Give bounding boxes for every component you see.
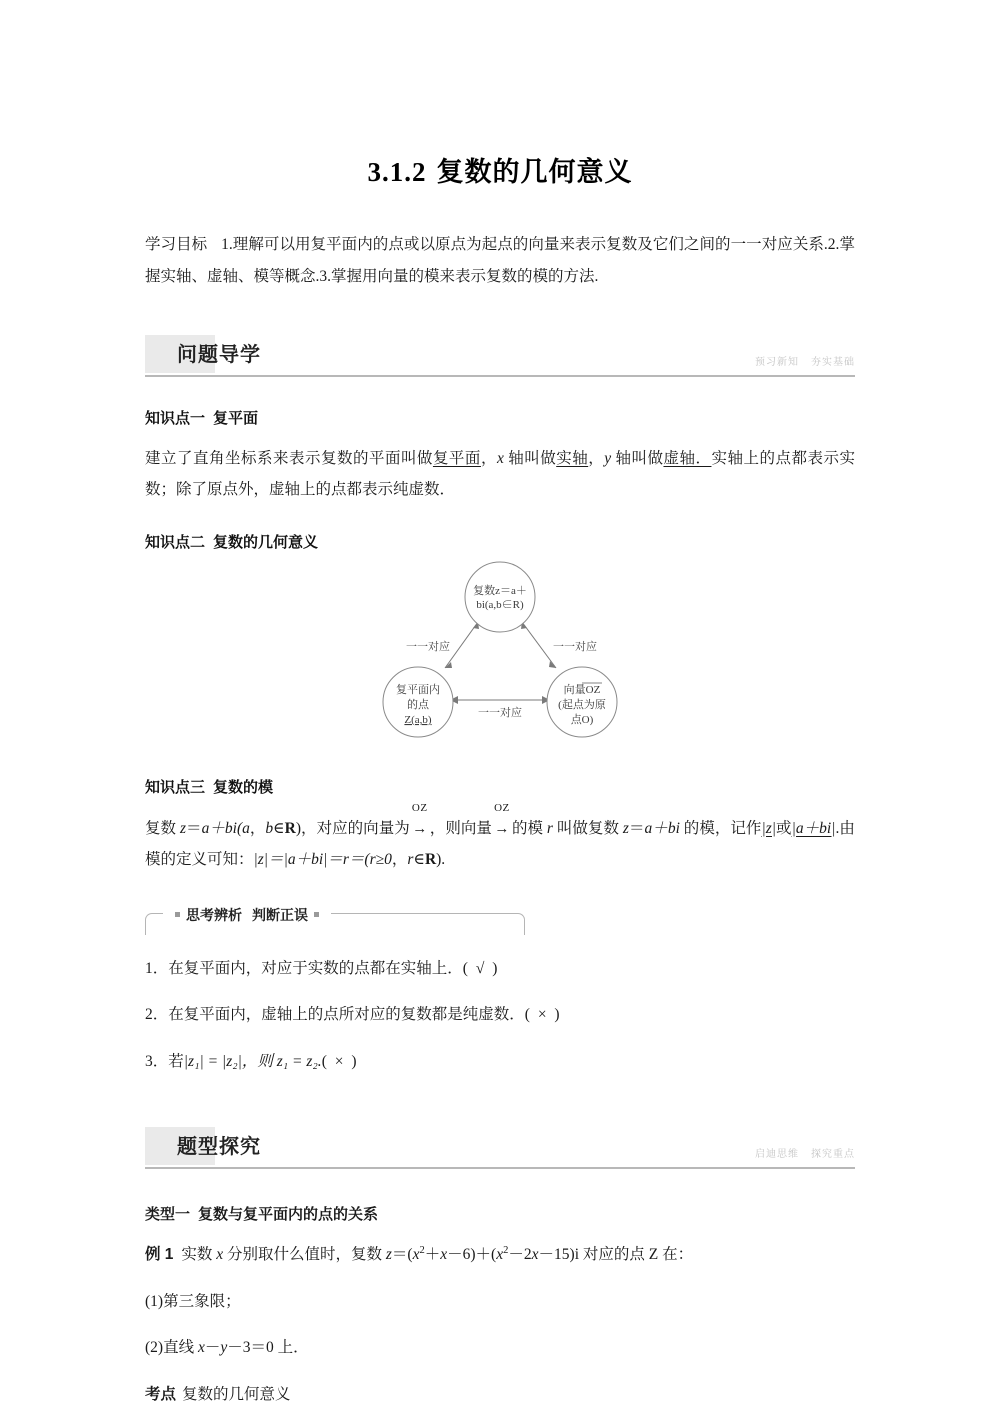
knowledge-point-2-name: 复数的几何意义 <box>213 534 319 552</box>
knowledge-point-1-body <box>145 443 855 505</box>
page-title-text: 复数的几何意义 <box>436 157 633 187</box>
exam-point-text: 复数的几何意义 <box>182 1385 291 1403</box>
mod-b1: b <box>265 819 274 837</box>
sub2-t3: －3＝0 上． <box>227 1339 309 1357</box>
mod-t8: 叫做复数 <box>552 819 623 837</box>
section-banner-title: 问题导学 <box>177 343 261 366</box>
mod-R2: R <box>424 850 437 868</box>
vector-oz-1-label: OZ <box>411 801 428 814</box>
knowledge-point-1-name: 复平面 <box>213 409 259 427</box>
sub2-var-y: y <box>220 1339 228 1357</box>
ex-t3: ＝( <box>391 1246 413 1264</box>
vector-oz-2-label: OZ <box>494 801 510 814</box>
mod-z2: z <box>622 819 629 837</box>
thinking-discrimination-box <box>145 905 855 935</box>
mod-t3: ， <box>249 819 266 837</box>
judge-item <box>145 1050 855 1075</box>
ex-sup-1: 2 <box>419 1245 425 1257</box>
kp1-term-shizhou: 实轴 <box>556 450 589 468</box>
kp1-text-f: 实轴上的点都表示实数；除了原点外，虚轴上的点都表示纯虚数． <box>145 450 855 499</box>
section-banner-subtitle <box>755 353 855 368</box>
mod-R1: R <box>284 819 296 837</box>
ex-var-x: x <box>216 1246 224 1264</box>
judge-item-3-text: 若 <box>168 1053 184 1071</box>
ex-t2: 分别取什么值时，复数 <box>223 1246 386 1264</box>
diagram-edge-label-bottom: 一一对应 <box>478 707 522 720</box>
correspondence-diagram-wrap <box>145 560 855 750</box>
mod-t14: ∈ <box>413 850 425 868</box>
vector-oz-1 <box>410 801 430 844</box>
diagram-node-top-line2: bi(a,b∈R) <box>476 599 524 612</box>
learning-objectives-label: 学习目标 <box>145 236 208 253</box>
diagram-edge-label-right: 一一对应 <box>553 641 597 654</box>
ex-t5: －6)＋( <box>447 1246 497 1264</box>
mod-t9: ＝ <box>628 819 645 837</box>
page-title <box>145 0 855 189</box>
ex-var-x4: x <box>496 1246 504 1264</box>
thinking-box-header <box>163 905 331 925</box>
judge-item-3-math: |z₁| = |z₂|，则 z₁ = z₂. <box>183 1053 322 1071</box>
mod-t11: 或 <box>776 819 792 837</box>
diagram-edge-label-left: 一一对应 <box>406 641 450 654</box>
exam-point-label: 考点 <box>145 1385 177 1403</box>
exam-point-line <box>145 1379 855 1410</box>
mod-notation-abs-abi: |a＋bi| <box>791 819 836 837</box>
judge-item-2-mark: ( × ) <box>524 1006 562 1024</box>
mod-t12: .由模的定义可知： <box>145 819 855 868</box>
square-marker-icon <box>175 912 180 917</box>
mod-formula-3: ). <box>436 850 446 868</box>
mod-z1: z <box>179 819 187 837</box>
thinking-box-title-left: 思考辨析 <box>186 906 242 923</box>
mod-t4: ∈ <box>273 819 285 837</box>
ex-sup-2: 2 <box>503 1245 509 1257</box>
knowledge-point-2-label: 知识点二 <box>145 534 206 552</box>
section-banner-tixingtanjiu <box>145 1127 855 1173</box>
sub2-var-x: x <box>197 1339 205 1357</box>
page-title-number: 3.1.2 <box>367 157 427 187</box>
ex-var-x2: x <box>412 1246 420 1264</box>
ex-t7: －15)i 对应的点 Z 在： <box>538 1246 694 1264</box>
example-label: 例 1 <box>145 1246 174 1264</box>
banner-divider <box>145 1167 855 1169</box>
section-banner-title: 题型探究 <box>177 1135 261 1158</box>
diagram-arrow-right-down <box>549 661 556 668</box>
diagram-node-left-line2: 的点 <box>407 699 429 712</box>
vector-arrow-icon: → <box>412 820 428 837</box>
knowledge-point-3-heading <box>145 776 855 797</box>
vector-oz-2 <box>492 801 512 844</box>
section-banner-subtitle-left: 启迪思维 <box>755 1148 799 1160</box>
diagram-node-top-line1: 复数z＝a＋ <box>473 585 527 598</box>
knowledge-point-1-heading <box>145 407 855 428</box>
diagram-node-left-line1: 复平面内 <box>396 684 440 697</box>
mod-formula-r: r <box>407 850 414 868</box>
correspondence-diagram <box>370 560 630 750</box>
judge-item-3-number: 3． <box>145 1053 169 1071</box>
judge-item <box>145 957 855 982</box>
mod-t1: 复数 <box>145 819 180 837</box>
section-banner-subtitle-right: 夯实基础 <box>811 356 855 368</box>
example-type-heading <box>145 1203 855 1224</box>
judge-item-2-number: 2． <box>145 1006 169 1024</box>
section-banner-subtitle-right: 探究重点 <box>811 1148 855 1160</box>
judge-item-1-mark: ( √ ) <box>462 959 500 977</box>
diagram-node-right-line1: 向量OZ <box>563 684 601 697</box>
mod-t10: 的模，记作 <box>679 819 762 837</box>
kp1-term-xuzhou: 虚轴． <box>663 450 712 468</box>
kp1-text-b: ， <box>480 450 497 468</box>
ex-t6: －2 <box>508 1246 532 1264</box>
mod-t2: ＝ <box>186 819 202 837</box>
kp1-var-x: x <box>496 450 504 468</box>
knowledge-point-3-name: 复数的模 <box>213 779 274 797</box>
mod-r1: r <box>546 819 553 837</box>
diagram-node-complex-number <box>465 562 535 632</box>
section-banner-wendaodaoxue <box>145 335 855 381</box>
learning-objectives-text: 1.理解可以用复平面内的点或以原点为起点的向量来表示复数及它们之间的一一对应关系.2.掌握实轴、虚轴、模等概念.3.掌握用向量的模来表示复数的模的方法. <box>145 236 855 285</box>
mod-abi2: a＋bi <box>644 819 680 837</box>
kp1-var-y: y <box>604 450 612 468</box>
kp1-term-fupingmian: 复平面 <box>432 450 481 468</box>
modulus-definition <box>145 801 855 875</box>
knowledge-point-2-heading <box>145 531 855 552</box>
sub2-t1: (2)直线 <box>145 1339 198 1357</box>
vector-arrow-icon: → <box>494 820 510 837</box>
square-marker-icon <box>314 912 319 917</box>
judge-item-3-mark: ( × ) <box>321 1053 359 1071</box>
ex-t1: 实数 <box>177 1246 217 1264</box>
judge-item-1-text: 在复平面内，对应于实数的点都在实轴上． <box>168 959 463 977</box>
thinking-box-title-right: 判断正误 <box>252 906 308 923</box>
ex-var-z: z <box>385 1246 392 1264</box>
mod-t6: ，则向量 <box>429 819 492 837</box>
example-sub-question-2 <box>145 1332 855 1363</box>
banner-divider <box>145 375 855 377</box>
section-banner-subtitle-left: 预习新知 <box>755 356 799 368</box>
example-type-name: 复数与复平面内的点的关系 <box>198 1205 379 1223</box>
ex-t4: ＋ <box>424 1246 441 1264</box>
knowledge-point-1-label: 知识点一 <box>145 409 206 427</box>
sub2-t2: － <box>204 1339 221 1357</box>
kp1-text-a: 建立了直角坐标系来表示复数的平面叫做 <box>145 450 433 468</box>
learning-objectives <box>145 229 855 293</box>
mod-notation-abs-z: |z| <box>761 819 777 837</box>
ex-var-x5: x <box>531 1246 539 1264</box>
knowledge-point-3-label: 知识点三 <box>145 779 206 797</box>
diagram-node-right-line2: (起点为原 <box>558 699 606 712</box>
judge-item-2-text: 在复平面内，虚轴上的点所对应的复数都是纯虚数． <box>168 1006 525 1024</box>
kp1-text-d: ， <box>588 450 605 468</box>
example-sub-question-1: (1)第三象限； <box>145 1292 241 1310</box>
mod-t13: ， <box>391 850 408 868</box>
mod-abi1: a＋bi(a <box>201 819 250 837</box>
mod-t5: )，对应的向量为 <box>295 819 410 837</box>
example-type-label: 类型一 <box>145 1205 191 1223</box>
ex-var-x3: x <box>440 1246 448 1264</box>
example-statement <box>145 1239 855 1270</box>
diagram-node-left-line3: Z(a,b) <box>404 714 432 727</box>
diagram-node-right-line3: 点O) <box>570 714 594 727</box>
diagram-edge-right <box>522 622 556 668</box>
kp1-text-c: 轴叫做 <box>503 450 557 468</box>
mod-t7: 的模 <box>511 819 547 837</box>
judge-item-1-number: 1． <box>145 959 169 977</box>
mod-formula-1: |z|＝|a＋bi|＝r＝(r≥0 <box>253 850 392 868</box>
section-banner-subtitle <box>755 1145 855 1160</box>
judge-item <box>145 1003 855 1028</box>
kp1-text-e: 轴叫做 <box>611 450 664 468</box>
